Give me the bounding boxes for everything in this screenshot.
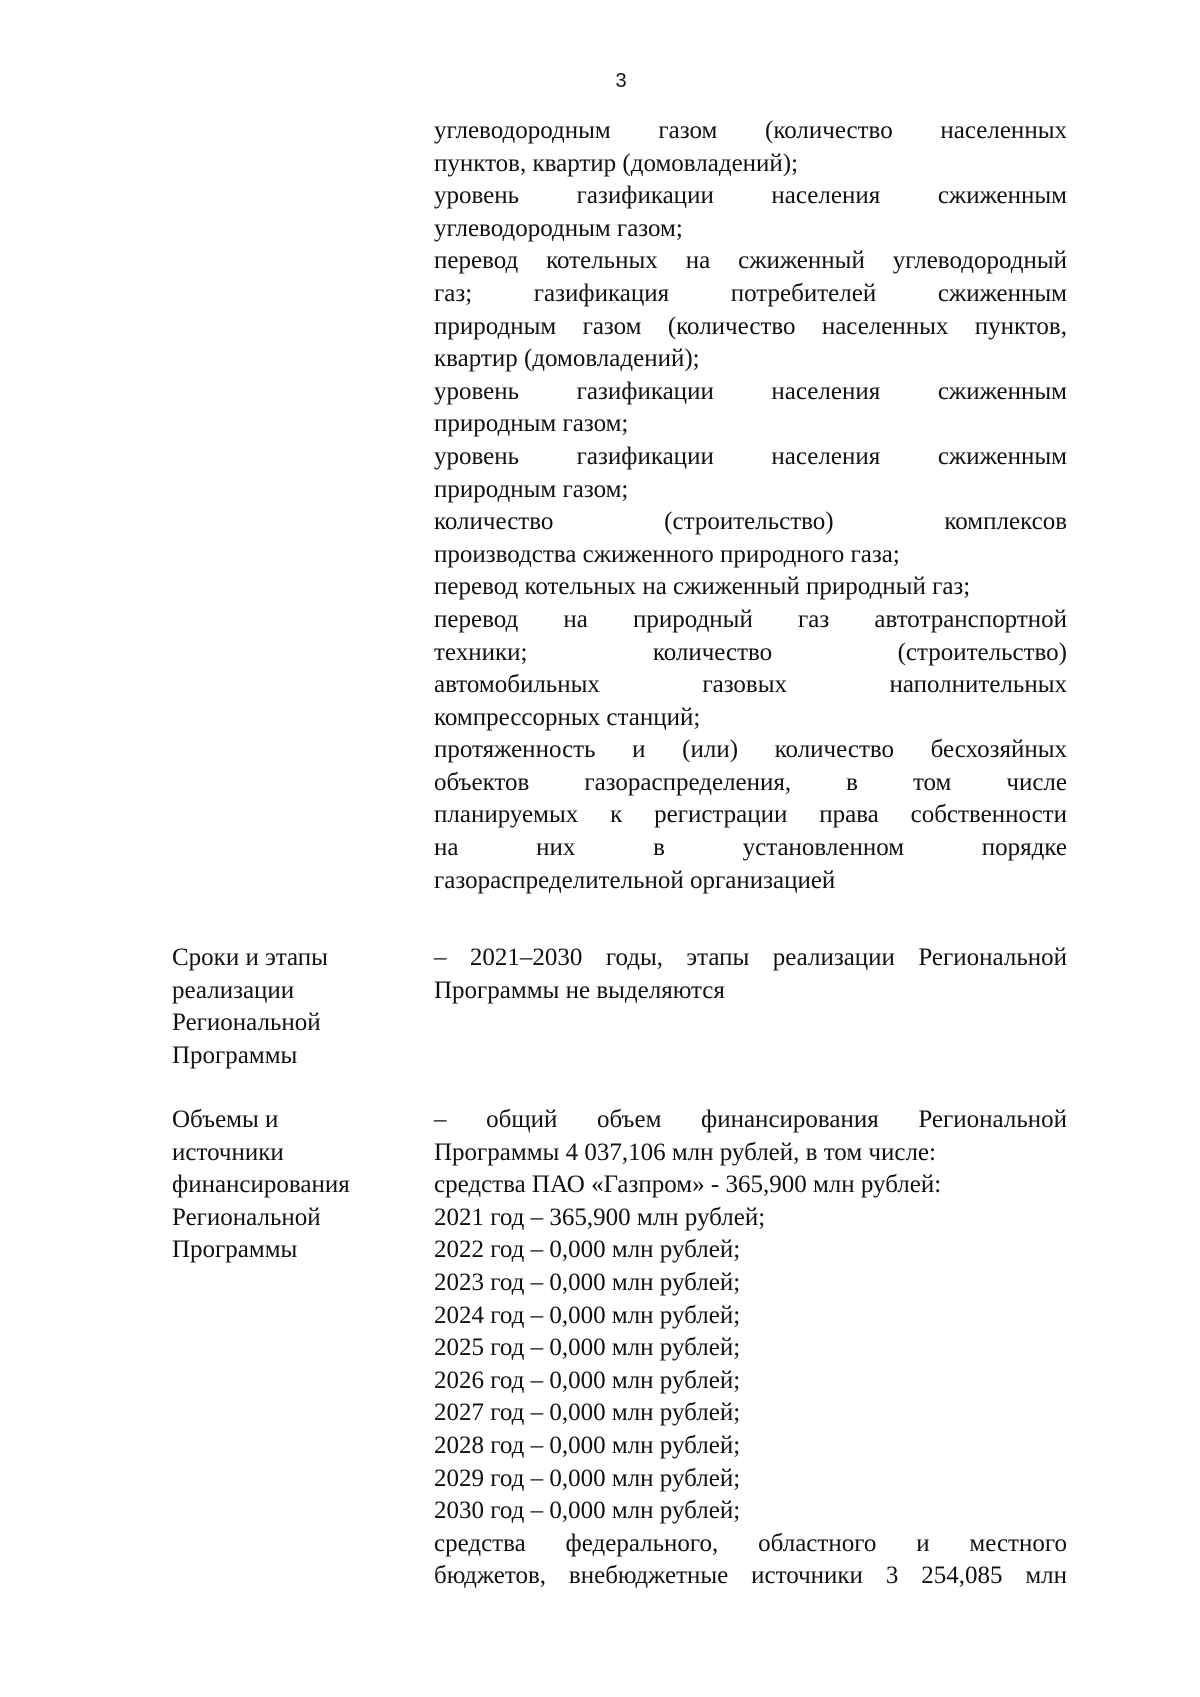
indicators-continued [434, 115, 1067, 897]
indicator-line: перевод котельных на сжиженный углеводородный [434, 247, 1067, 275]
funding-label-line: финансирования [172, 1171, 350, 1199]
terms-label-line: Сроки и этапы [172, 944, 328, 971]
indicator-line: автомобильных газовых наполнительных [434, 671, 1067, 699]
indicator-line: газораспределительной организацией [434, 866, 836, 894]
funding-year-line: 2029 год – 0,000 млн рублей; [434, 1464, 741, 1492]
funding-value-line: бюджетов, внебюджетные источники 3 254,085 млн [434, 1562, 1067, 1590]
indicator-line: газ; газификация потребителей сжиженным [434, 279, 1067, 307]
funding-year-line: 2027 год – 0,000 млн рублей; [434, 1399, 741, 1427]
funding-label-line: источники [172, 1138, 284, 1166]
indicator-line: количество (строительство) комплексов [434, 508, 1067, 536]
funding-year-line: 2030 год – 0,000 млн рублей; [434, 1497, 741, 1525]
funding-label [172, 1104, 412, 1267]
funding-year-line: 2025 год – 0,000 млн рублей; [434, 1334, 741, 1362]
funding-value-line: средства ПАО «Газпром» - 365,900 млн рублей: [434, 1171, 942, 1199]
terms-label-line: реализации [172, 976, 295, 1004]
funding-year-line: 2024 год – 0,000 млн рублей; [434, 1301, 741, 1329]
indicator-line: на них в установленном порядке [434, 834, 1067, 862]
funding-label-line: Региональной [172, 1203, 321, 1231]
indicator-line: планируемых к регистрации права собственности [434, 801, 1067, 829]
indicator-line: пунктов, квартир (домовладений); [434, 149, 799, 177]
funding-year-line: 2028 год – 0,000 млн рублей; [434, 1431, 741, 1459]
indicator-line: производства сжиженного природного газа; [434, 540, 900, 568]
indicator-line: перевод на природный газ автотранспортной [434, 605, 1067, 633]
indicator-line: объектов газораспределения, в том числе [434, 768, 1067, 796]
indicator-line: перевод котельных на сжиженный природный газ; [434, 573, 971, 601]
terms-label [172, 942, 412, 1072]
funding-value-line: Программы 4 037,106 млн рублей, в том числе: [434, 1138, 936, 1166]
indicator-line: протяженность и (или) количество бесхозяйных [434, 736, 1067, 764]
funding-value-line: средства федерального, областного и местного [434, 1529, 1067, 1557]
funding-value-line: – общий объем финансирования Региональной [434, 1106, 1067, 1133]
indicator-line: углеводородным газом; [434, 214, 683, 242]
indicator-line: природным газом (количество населенных пунктов, [434, 312, 1067, 340]
funding-label-line: Объемы и [172, 1106, 279, 1133]
funding-label-line: Программы [172, 1236, 298, 1264]
terms-value-line: – 2021–2030 годы, этапы реализации Региональной [434, 944, 1067, 971]
indicator-line: углеводородным газом (количество населенных [434, 117, 1067, 144]
funding-year-line: 2021 год – 365,900 млн рублей; [434, 1203, 766, 1231]
funding-year-line: 2023 год – 0,000 млн рублей; [434, 1268, 741, 1296]
indicator-line: квартир (домовладений); [434, 345, 700, 373]
terms-label-line: Программы [172, 1041, 298, 1069]
indicator-line: уровень газификации населения сжиженным [434, 377, 1067, 405]
indicator-line: уровень газификации населения сжиженным [434, 182, 1067, 210]
indicator-line: уровень газификации населения сжиженным [434, 442, 1067, 470]
funding-year-line: 2022 год – 0,000 млн рублей; [434, 1236, 741, 1264]
indicator-line: природным газом; [434, 410, 629, 438]
funding-year-line: 2026 год – 0,000 млн рублей; [434, 1366, 741, 1394]
terms-label-line: Региональной [172, 1009, 321, 1037]
terms-value-line: Программы не выделяются [434, 976, 725, 1004]
page-number: 3 [615, 70, 627, 92]
terms-value [434, 942, 1067, 1007]
indicator-line: техники; количество (строительство) [434, 638, 1067, 666]
funding-value [434, 1104, 1067, 1593]
indicator-line: компрессорных станций; [434, 703, 701, 731]
indicator-line: природным газом; [434, 475, 629, 503]
